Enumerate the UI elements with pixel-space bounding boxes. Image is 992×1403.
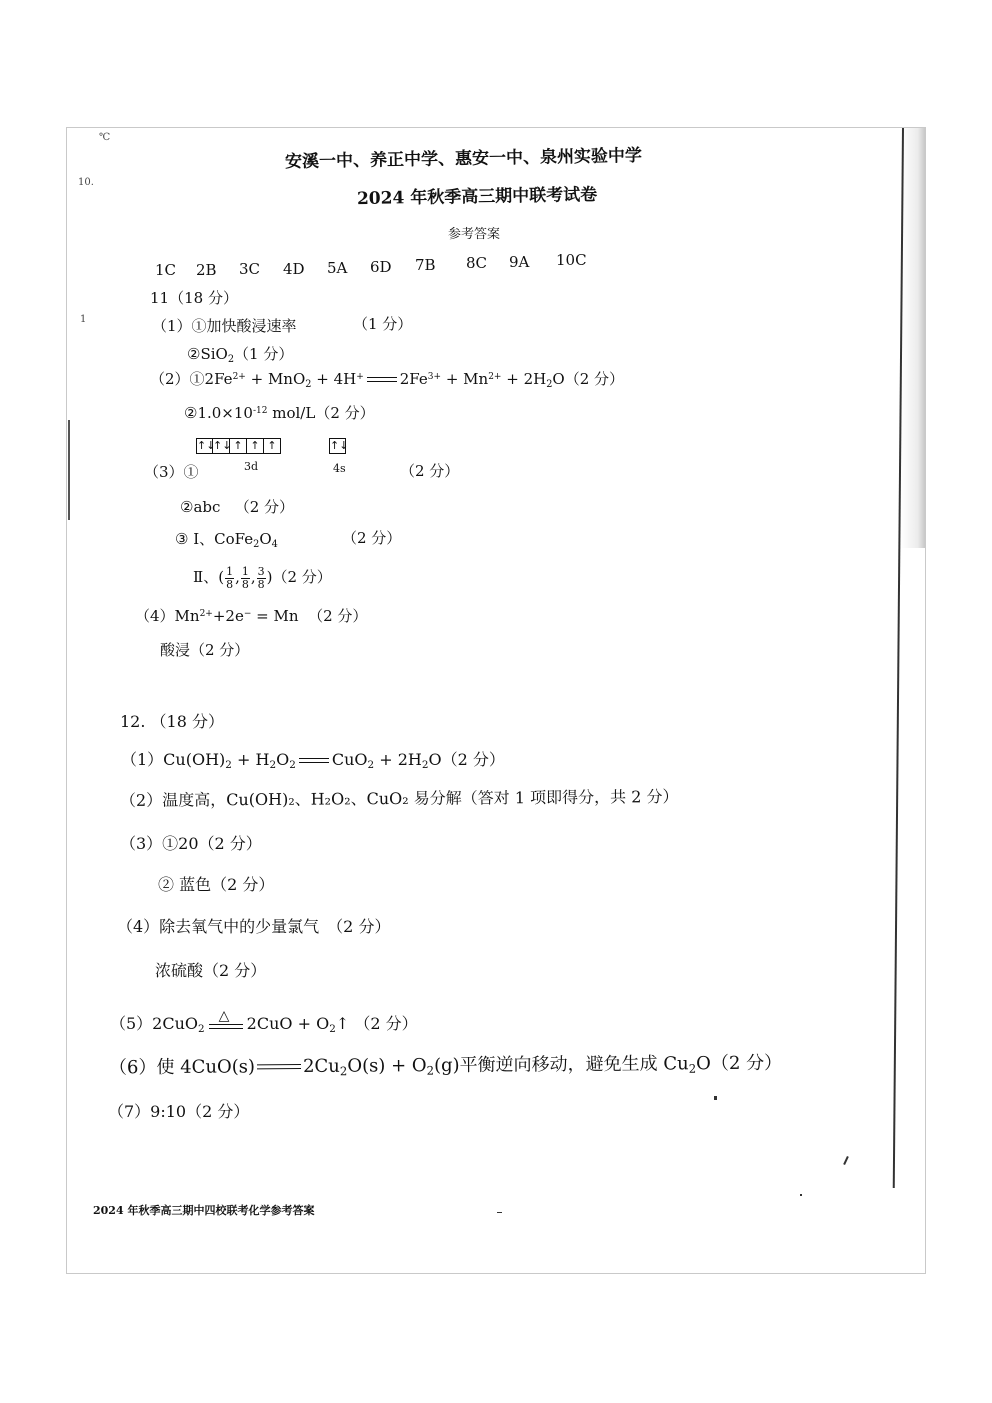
q11-part4-b: 酸浸（2 分） <box>160 641 250 659</box>
mcq-answer: 3C <box>239 260 261 278</box>
q11-part3-b: ②abc （2 分） <box>180 498 295 516</box>
score: （1 分） <box>353 315 413 333</box>
scan-edge-line <box>68 420 70 520</box>
orbital-box: ↑↓ <box>197 439 216 452</box>
q12-part4-b: 浓硫酸（2 分） <box>155 961 267 980</box>
mcq-answer: 8C <box>466 254 488 272</box>
orbital-box: ↑↓ <box>213 439 232 452</box>
q12-part1: $(1)Cu(OH)_2 + H_2O_2$ $CuO_2 + 2H_2O(2$ 分） <box>121 750 505 772</box>
q12-part3-a: （3）①20（2 分） <box>120 834 262 853</box>
mcq-answer: 7B <box>415 256 436 274</box>
gas-arrow: ↑ <box>335 1014 350 1033</box>
question-heading: 11（18 分） <box>150 289 238 307</box>
q11-part3-d: Ⅱ、( $\frac{1}{8}$ , $\frac{1}{8}$ , $\frac{3}{8}$ )（2 分） <box>193 565 332 591</box>
mcq-answer: 6D <box>370 258 392 276</box>
scan-speck <box>714 1096 717 1100</box>
q11-part3-c: ③ Ⅰ、$CoFe_2O_4$ <box>175 530 278 550</box>
fraction: $\frac{1}{8}$ <box>226 565 234 591</box>
orbital-box: ↑ <box>230 438 247 454</box>
question-heading: 12. （18 分） <box>120 712 224 731</box>
q11-part1-b: ②SiO$_2$（1 分） <box>187 345 294 365</box>
scan-speck <box>800 1194 802 1196</box>
fraction: $\frac{1}{8}$ <box>241 565 249 591</box>
school-names: 安溪一中、养正中学、惠安一中、泉州实验中学 <box>284 145 643 173</box>
margin-mark: ℃ <box>99 132 111 143</box>
margin-mark: 10. <box>78 177 94 188</box>
margin-mark: 1 <box>80 314 87 325</box>
scan-edge-shadow <box>901 128 925 548</box>
q11-part4: $(4)Mn^{2+}+2e^- = Mn$ （2 分） <box>135 607 368 625</box>
orbital-3d <box>196 438 281 454</box>
mcq-answer: 2B <box>196 261 217 279</box>
answer-key-subtitle: 参考答案 <box>448 227 501 242</box>
exam-title: 2024 年秋季高三期中联考试卷 <box>356 184 598 210</box>
reversible-arrow <box>257 1062 301 1072</box>
page-footer: 2024 年秋季高三期中四校联考化学参考答案 <box>93 1204 315 1217</box>
q11-part2-equation: $(2)①2Fe^{2+} + MnO_2 + 4H^+$ $2Fe^{3+} + Mn^{2+} + 2H_2O(2$ 分） <box>150 370 625 390</box>
mcq-answer: 1C <box>155 261 177 279</box>
orbital-box: ↑↓ <box>330 439 349 452</box>
orbital-box: ↑ <box>264 438 281 454</box>
q12-part4-a: （4）除去氧气中的少量氯气 （2 分） <box>117 917 391 936</box>
q12-part6: （6）使 4CuO(s) $2Cu_2O(s) + O_2(g)$平衡逆向移动，避免生成 $Cu_2O(2$ 分） <box>108 1052 783 1079</box>
mcq-answer: 10C <box>556 251 587 269</box>
q12-part5: （5）2CuO$_2$ △ $2CuO + O_2↑$ （2 分） <box>110 1008 418 1036</box>
q11-part2-b: $②1.0\times 10^{-12}$ mol/L（2 分） <box>184 404 375 422</box>
q12-part3-b: ② 蓝色（2 分） <box>158 875 275 894</box>
q11-part1: （1）①加快酸浸速率 <box>152 317 297 335</box>
q12-part2: （2）温度高，Cu(OH)₂、H₂O₂、CuO₂ 易分解（答对 1 项即得分，共 2 分） <box>119 787 679 810</box>
q12-part7: （7）9:10（2 分） <box>108 1102 250 1121</box>
score: （2 分） <box>342 529 402 547</box>
equals-sign <box>299 757 329 765</box>
score: （2 分） <box>400 462 460 480</box>
mcq-answer: 9A <box>509 253 530 271</box>
equals-sign <box>367 376 397 384</box>
orbital-label: 3d <box>244 460 259 473</box>
scan-speck <box>497 1212 502 1213</box>
mcq-answer: 5A <box>327 259 348 277</box>
orbital-box: ↑ <box>247 438 264 454</box>
orbital-4s <box>329 438 349 454</box>
mcq-answer: 4D <box>283 260 305 278</box>
q11-part3-label: （3）① <box>144 463 199 481</box>
orbital-label: 4s <box>333 462 346 475</box>
fraction: $\frac{3}{8}$ <box>257 565 265 591</box>
heat-condition: △ <box>209 1013 243 1033</box>
